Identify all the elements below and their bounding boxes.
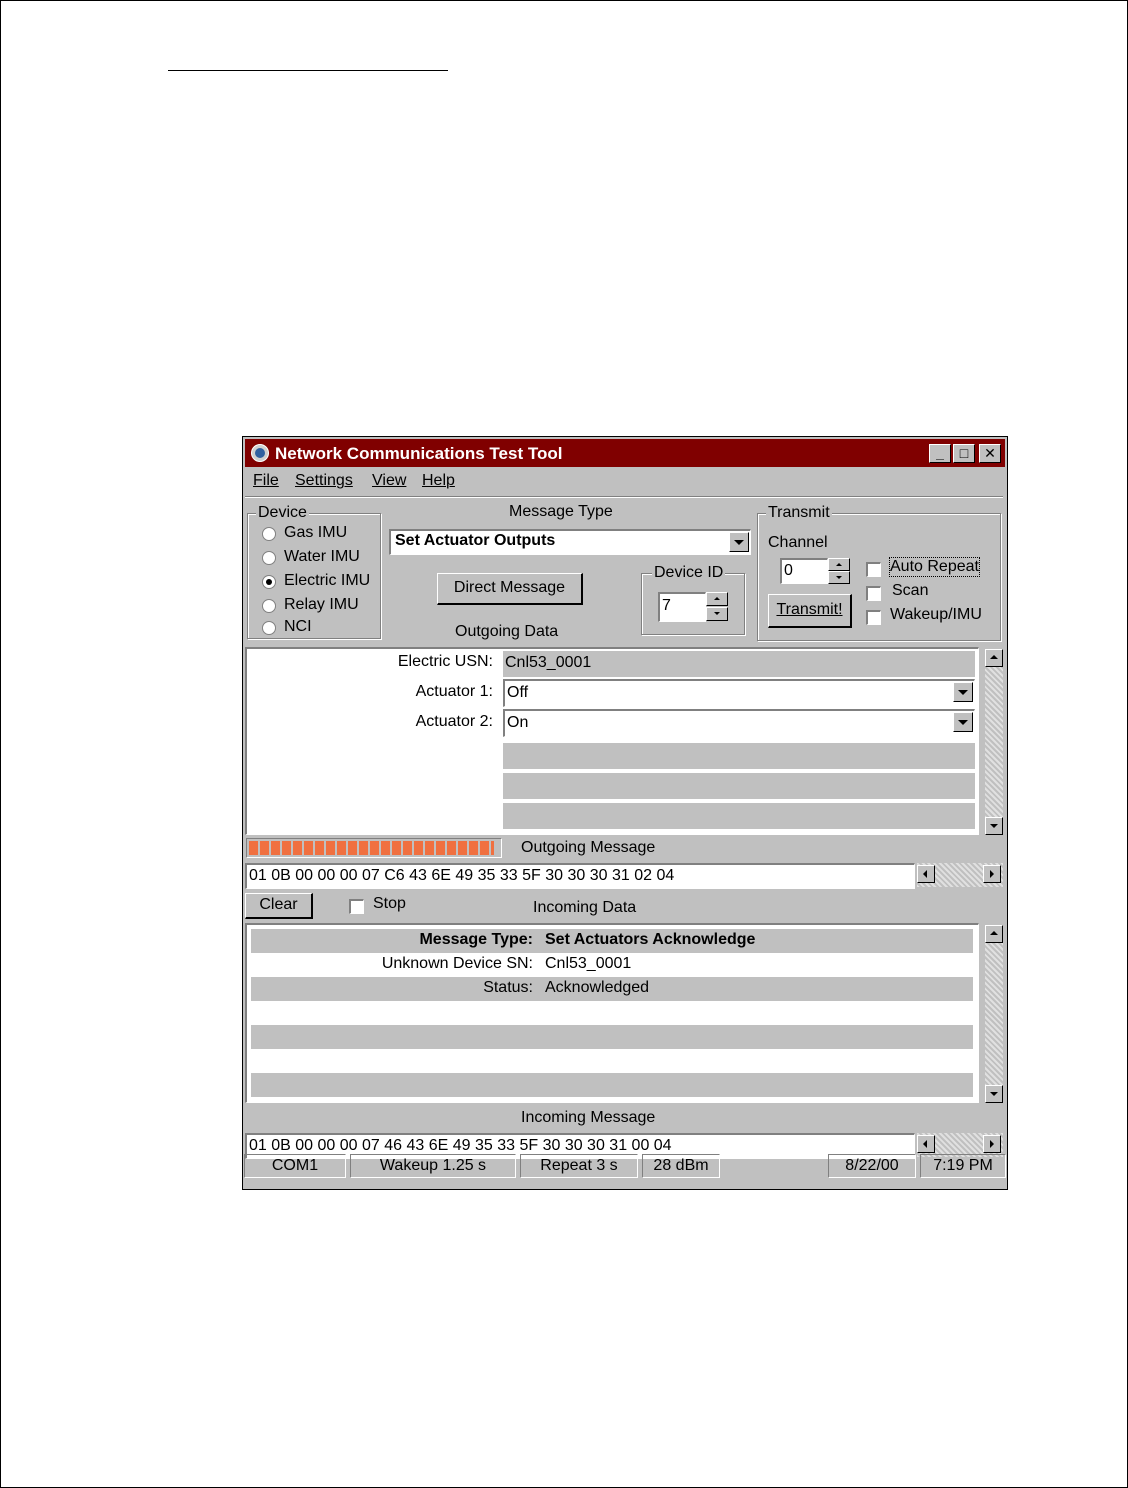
electric-usn-label: Electric USN: [397,653,493,670]
incoming-row-shaded [251,977,973,1001]
incoming-message-type-label: Message Type: [419,931,533,948]
auto-repeat-label[interactable]: Auto Repeat [890,558,979,575]
scroll-left-icon[interactable] [917,1135,935,1153]
outgoing-message-field[interactable] [245,863,915,889]
spin-down-icon[interactable] [828,571,850,584]
device-id-spinner[interactable] [706,592,728,622]
clear-button[interactable]: Clear [245,893,313,919]
outgoing-message-hscrollbar[interactable] [917,863,1003,887]
actuator-1-label: Actuator 1: [415,683,493,700]
transmit-group [757,504,1001,641]
empty-field-row [503,803,975,829]
incoming-message-label: Incoming Message [521,1109,656,1126]
channel-label: Channel [768,534,828,551]
actuator-2-label: Actuator 2: [415,713,493,730]
outgoing-data-label: Outgoing Data [455,623,559,640]
spin-up-icon[interactable] [828,558,850,571]
scroll-up-icon[interactable] [985,649,1003,667]
actuator-1-select[interactable] [503,679,975,707]
scroll-right-icon[interactable] [983,865,1001,883]
chevron-down-icon[interactable] [729,532,749,552]
status-date: 8/22/00 [828,1154,916,1178]
app-globe-icon [251,444,269,462]
scan-label[interactable]: Scan [892,582,929,599]
transmit-legend: Transmit [768,504,830,521]
menu-bar [245,469,1005,493]
incoming-data-label: Incoming Data [533,899,637,916]
radio-button-selected-icon [262,575,276,589]
radio-button-icon [262,551,276,565]
device-id-legend: Device ID [654,564,724,581]
device-id-group [641,564,745,635]
outgoing-data-panel [245,647,979,835]
device-group [247,504,381,639]
radio-label: Gas IMU [284,524,348,541]
channel-value: 0 [784,562,793,579]
status-wakeup: Wakeup 1.25 s [350,1154,516,1178]
radio-label: Relay IMU [284,596,359,613]
unknown-device-sn-value: Cnl53_0001 [545,955,632,972]
scroll-left-icon[interactable] [917,865,935,883]
device-group-legend: Device [258,504,307,521]
actuator-1-value: Off [507,684,529,701]
auto-repeat-checkbox[interactable] [866,562,881,577]
outgoing-message-value: 01 0B 00 00 00 07 C6 43 6E 49 35 33 5F 30 30 30 31 02 04 [249,867,675,884]
incoming-row-shaded [251,1073,973,1097]
window-title: Network Communications Test Tool [275,444,563,463]
chevron-down-icon[interactable] [953,712,973,732]
incoming-row-shaded [251,929,973,953]
device-id-input[interactable] [658,592,706,622]
menu-view[interactable]: View [372,472,407,489]
message-type-label: Message Type [509,503,613,520]
actuator-2-value: On [507,714,529,731]
radio-button-icon [262,527,276,541]
status-port: COM1 [244,1154,346,1178]
device-id-value: 7 [662,597,671,614]
close-icon: ✕ [984,445,996,461]
incoming-data-scrollbar[interactable] [985,925,1003,1103]
chevron-down-icon[interactable] [953,682,973,702]
header-rule [168,70,448,71]
menu-settings[interactable]: Settings [295,472,353,489]
outgoing-progress-bar [246,838,502,858]
status-time: 7:19 PM [920,1154,1006,1178]
actuator-2-select[interactable] [503,709,975,737]
spin-down-icon[interactable] [706,607,728,621]
menu-file[interactable]: File [253,472,279,489]
status-label: Status: [483,979,533,996]
incoming-data-panel [245,923,979,1103]
status-power: 28 dBm [642,1154,720,1178]
stop-checkbox[interactable] [349,899,364,914]
outgoing-data-scrollbar[interactable] [985,649,1003,835]
maximize-icon: □ [959,445,969,461]
radio-label: Electric IMU [284,572,371,589]
title-bar[interactable] [245,439,1005,467]
app-window [242,436,1008,1190]
scroll-up-icon[interactable] [985,925,1003,943]
maximize-button[interactable] [953,444,975,463]
radio-label: Water IMU [284,548,360,565]
stop-label[interactable]: Stop [373,895,406,912]
close-button[interactable] [979,444,1001,463]
status-repeat: Repeat 3 s [520,1154,638,1178]
incoming-row [251,953,973,977]
status-value: Acknowledged [545,979,650,996]
message-type-value: Set Actuator Outputs [395,532,556,549]
incoming-message-type-value: Set Actuators Acknowledge [545,931,756,948]
radio-label: NCI [284,618,312,635]
menu-help[interactable]: Help [422,472,455,489]
menu-separator [245,496,1003,498]
message-type-select[interactable] [389,529,751,555]
radio-button-icon [262,621,276,635]
scan-checkbox[interactable] [866,586,881,601]
scroll-right-icon[interactable] [983,1135,1001,1153]
outgoing-message-label: Outgoing Message [521,839,656,856]
outgoing-progress-fill [249,841,494,855]
electric-usn-field [503,651,975,677]
channel-input[interactable] [780,558,828,584]
electric-usn-value: Cnl53_0001 [505,654,592,671]
radio-button-icon [262,599,276,613]
transmit-button[interactable]: Transmit! [768,594,852,628]
scroll-down-icon[interactable] [985,1085,1003,1103]
wakeup-imu-label[interactable]: Wakeup/IMU [890,606,982,623]
incoming-message-value: 01 0B 00 00 00 07 46 43 6E 49 35 33 5F 30 30 30 31 00 04 [249,1137,672,1154]
spin-up-icon[interactable] [706,592,728,606]
wakeup-imu-checkbox[interactable] [866,610,881,625]
direct-message-button[interactable]: Direct Message [437,573,583,605]
channel-spinner[interactable] [828,558,850,584]
empty-field-row [503,773,975,799]
incoming-row-shaded [251,1025,973,1049]
empty-field-row [503,743,975,769]
minimize-icon: _ [936,445,944,461]
scroll-down-icon[interactable] [985,817,1003,835]
minimize-button[interactable] [929,444,951,463]
unknown-device-sn-label: Unknown Device SN: [381,955,533,972]
